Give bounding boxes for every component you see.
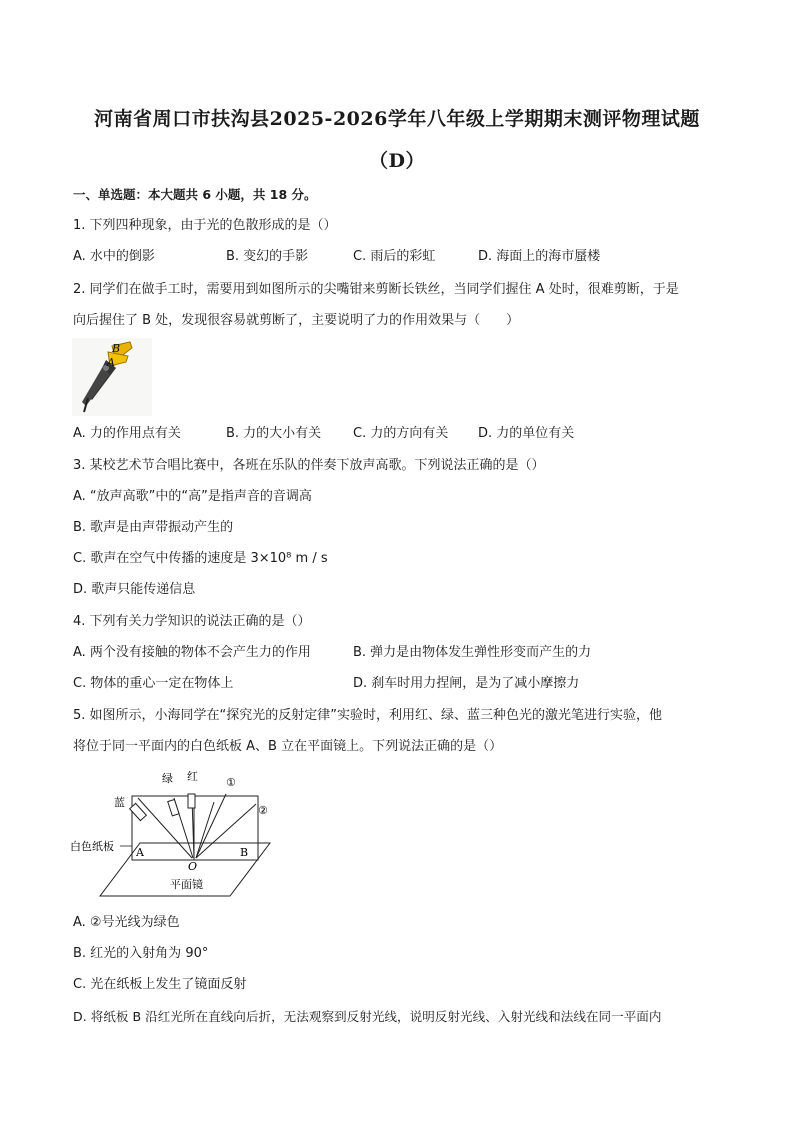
label-white-board: 白色纸板 xyxy=(70,840,114,853)
exam-title: 河南省周口市扶沟县2025-2026学年八年级上学期期末测评物理试题 xyxy=(94,108,700,130)
question-4-option-c: C. 物体的重心一定在物体上 xyxy=(73,676,234,691)
question-5-stem-line2: 将位于同一平面内的白色纸板 A、B 立在平面镜上。下列说法正确的是（） xyxy=(73,739,503,754)
label-ray-2: ② xyxy=(258,804,268,817)
question-4-stem: 4. 下列有关力学知识的说法正确的是（） xyxy=(73,614,311,629)
question-3-stem: 3. 某校艺术节合唱比赛中，各班在乐队的伴奏下放声高歌。下列说法正确的是（） xyxy=(73,458,545,473)
label-blue: 蓝 xyxy=(114,796,125,809)
question-5-option-a: A. ②号光线为绿色 xyxy=(73,915,180,930)
question-1-stem: 1. 下列四种现象，由于光的色散形成的是（） xyxy=(73,218,337,233)
question-3-option-a: A. “放声高歌”中的“高”是指声音的音调高 xyxy=(73,489,312,504)
exam-title-variant: （D） xyxy=(369,150,425,172)
reflection-experiment-figure xyxy=(70,768,280,898)
question-2-option-b: B. 力的大小有关 xyxy=(226,426,322,441)
question-2-stem-line2: 向后握住了 B 处，发现很容易就剪断了，主要说明了力的作用效果与（ ） xyxy=(73,313,520,328)
question-1-option-d: D. 海面上的海市蜃楼 xyxy=(478,249,601,264)
question-3-option-d: D. 歌声只能传递信息 xyxy=(73,582,196,597)
question-1-option-a: A. 水中的倒影 xyxy=(73,249,155,264)
question-4-option-b: B. 弹力是由物体发生弹性形变而产生的力 xyxy=(353,645,592,660)
label-point-o: O xyxy=(188,860,198,873)
red-laser xyxy=(188,794,195,808)
question-3-option-b: B. 歌声是由声带振动产生的 xyxy=(73,520,234,535)
label-green: 绿 xyxy=(162,772,173,785)
question-1-option-b: B. 变幻的手影 xyxy=(226,249,309,264)
question-3-option-c: C. 歌声在空气中传播的速度是 3×10⁸ m / s xyxy=(73,551,328,566)
label-board-a: A xyxy=(136,846,144,859)
label-mirror: 平面镜 xyxy=(170,878,203,891)
pliers-figure xyxy=(72,338,152,416)
question-4-option-a: A. 两个没有接触的物体不会产生力的作用 xyxy=(73,645,311,660)
question-5-stem-line1: 5. 如图所示，小海同学在“探究光的反射定律”实验时，利用红、绿、蓝三种色光的激光笔进行实验，他 xyxy=(73,708,663,723)
question-1-option-c: C. 雨后的彩虹 xyxy=(353,249,436,264)
question-5-option-c: C. 光在纸板上发生了镜面反射 xyxy=(73,977,247,992)
question-5-option-d: D. 将纸板 B 沿红光所在直线向后折，无法观察到反射光线，说明反射光线、入射光线和法线在同一平面内 xyxy=(73,1009,662,1024)
reflected-ray-1 xyxy=(196,794,226,858)
question-2-option-a: A. 力的作用点有关 xyxy=(73,426,181,441)
label-ray-1: ① xyxy=(226,776,236,789)
board-b xyxy=(194,796,258,860)
question-2-stem-line1: 2. 同学们在做手工时，需要用到如图所示的尖嘴钳来剪断长铁丝，当同学们握住 A 处时，很难剪断，于是 xyxy=(73,282,679,297)
question-2-option-d: D. 力的单位有关 xyxy=(478,426,575,441)
green-laser xyxy=(168,799,179,815)
question-5-option-b: B. 红光的入射角为 90° xyxy=(73,946,209,961)
question-2-option-c: C. 力的方向有关 xyxy=(353,426,449,441)
section-heading: 一、单选题：本大题共 6 小题，共 18 分。 xyxy=(73,187,317,202)
pliers-label-b: B xyxy=(112,342,121,355)
label-red: 红 xyxy=(187,770,198,783)
pliers-label-a: A xyxy=(107,356,115,369)
question-4-option-d: D. 刹车时用力捏闸，是为了减小摩擦力 xyxy=(353,676,580,691)
label-board-b: B xyxy=(240,846,249,859)
